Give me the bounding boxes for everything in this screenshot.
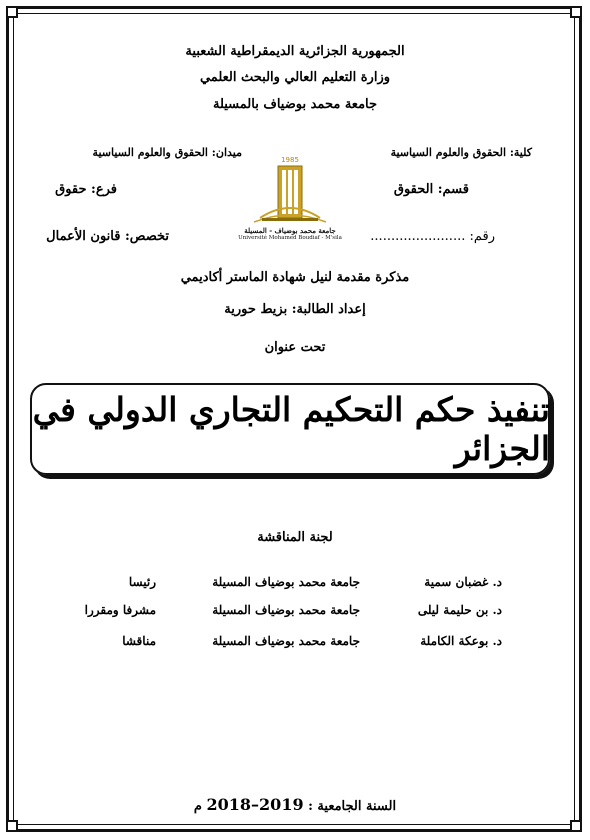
corner-ornament-top-right (570, 6, 582, 18)
under-title-label: تحت عنوان (264, 340, 326, 355)
corner-ornament-top-left (6, 6, 18, 18)
header-ministry: وزارة التعليم العالي والبحث العلمي (199, 70, 391, 85)
specialty-label: تخصص: قانون الأعمال (46, 229, 169, 244)
committee-member-name: د. بوعكة الكاملة (420, 634, 502, 648)
committee-member-role: مناقشا (122, 634, 156, 648)
logo-caption-ar: جامعة محمد بوضياف - المسيلة (244, 226, 336, 235)
committee-member-role: مشرفا ومقررا (84, 603, 156, 617)
branch-label: فرع: حقوق (55, 182, 117, 197)
committee-member-name: د. غضبان سمية (424, 575, 502, 589)
logo-year: 1985 (281, 156, 299, 164)
academic-year-suffix: م (193, 799, 202, 814)
header-university: جامعة محمد بوضياف بالمسيلة (212, 97, 378, 112)
logo-caption-en: Université Mohamed Boudiaf - M'sila (238, 235, 342, 241)
committee-member-university: جامعة محمد بوضياف المسيلة (212, 603, 360, 617)
committee-member-name: د. بن حليمة ليلى (417, 603, 502, 617)
committee-member-role: رئيسا (128, 575, 156, 589)
academic-year (0, 795, 590, 814)
corner-ornament-bottom-right (570, 820, 582, 832)
header-republic: الجمهورية الجزائرية الديمقراطية الشعبية (185, 44, 405, 59)
committee-member-university: جامعة محمد بوضياف المسيلة (212, 575, 360, 589)
academic-year-value: 2018–2019 (206, 795, 304, 814)
corner-ornament-bottom-left (6, 820, 18, 832)
department-label: قسم: الحقوق (393, 182, 469, 197)
logo-caption (232, 226, 348, 241)
student-name: إعداد الطالبة: بزيط حورية (224, 302, 366, 317)
committee-member-university: جامعة محمد بوضياف المسيلة (212, 634, 360, 648)
reference-number: رقم: ....................... (370, 229, 495, 244)
academic-year-label: السنة الجامعية : (308, 799, 397, 814)
thesis-title: تنفيذ حكم التحكيم التجاري الدولي في الجزائر (32, 390, 550, 468)
field-label: ميدان: الحقوق والعلوم السياسية (92, 146, 242, 159)
faculty-label: كلية: الحقوق والعلوم السياسية (390, 146, 532, 159)
thesis-purpose: مذكرة مقدمة لنيل شهادة الماستر أكاديمي (180, 270, 410, 285)
committee-heading: لجنة المناقشة (257, 530, 333, 545)
